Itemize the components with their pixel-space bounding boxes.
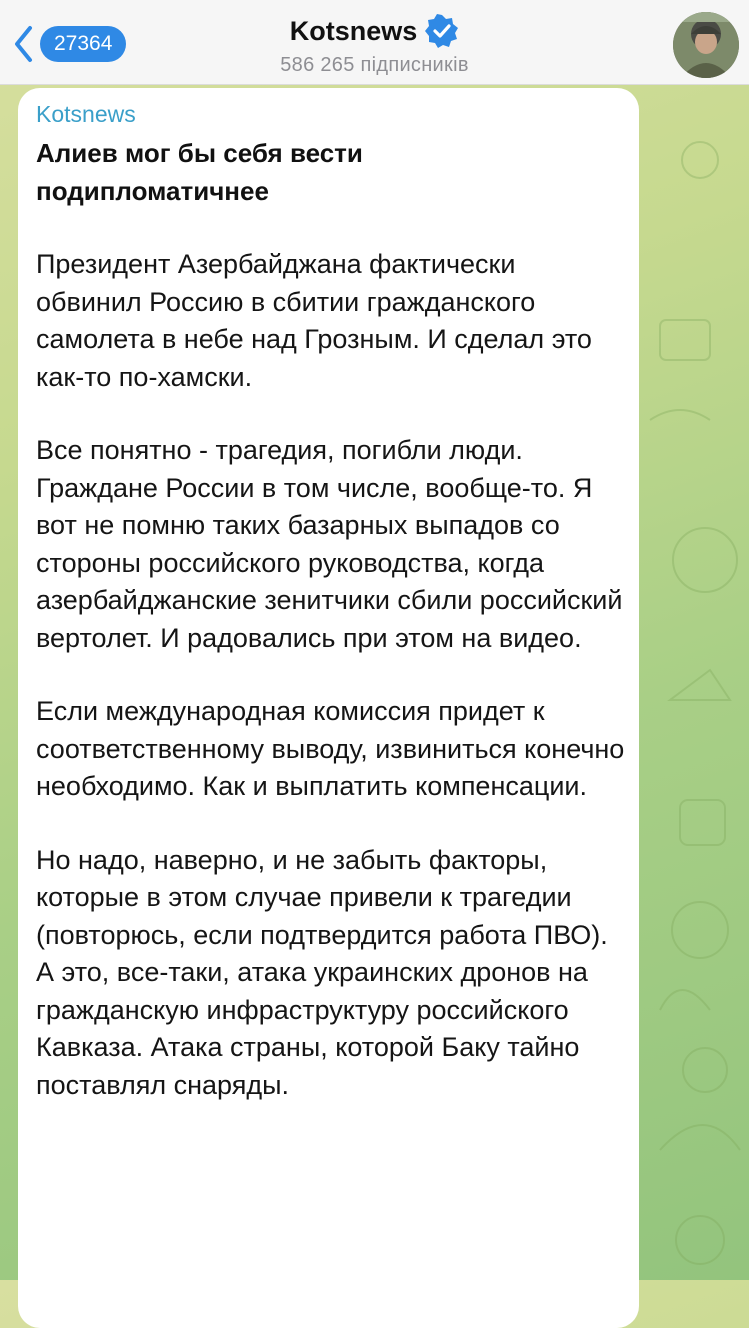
- unread-count-badge: 27364: [40, 26, 126, 62]
- channel-title: [290, 14, 460, 48]
- message-paragraph: Если международная комиссия придет к соответственному выводу, извиниться конечно необходимо. Как и выплатить компенсации.: [36, 696, 625, 801]
- channel-title-area[interactable]: [200, 14, 549, 77]
- subscriber-count: 586 265 підписників: [280, 54, 469, 76]
- chat-header: [0, 0, 749, 85]
- avatar-image: [673, 12, 739, 78]
- back-button[interactable]: [12, 22, 126, 66]
- chevron-left-icon: [12, 24, 34, 64]
- message-bubble[interactable]: [18, 88, 639, 1328]
- message-sender[interactable]: Kotsnews: [36, 101, 136, 127]
- message-paragraph: Президент Азербайджана фактически обвинил Россию в сбитии гражданского самолета в небе над Грозным. И сделал это как-то по-хамски.: [36, 249, 592, 392]
- verified-badge-icon: [425, 14, 459, 48]
- message-paragraph: Но надо, наверно, и не забыть факторы, которые в этом случае привели к трагедии (повторюсь, если подтвердится работа ПВО). А это, все-таки, атака украинских дронов на гражданскую инфраструктуру российского Кавказа. Атака страны, которой Баку тайно поставлял снаряды.: [36, 844, 608, 1100]
- channel-name: Kotsnews: [289, 15, 418, 46]
- channel-avatar[interactable]: [673, 12, 739, 78]
- message-paragraph: Все понятно - трагедия, погибли люди. Граждане России в том числе, вообще-то. Я вот не помню таких базарных выпадов со стороны российского руководства, когда азербайджанские зенитчики сбили российский вертолет. И радовались при этом на видео.: [36, 435, 623, 653]
- message-headline: Алиев мог бы себя вести подипломатичнее: [36, 138, 363, 206]
